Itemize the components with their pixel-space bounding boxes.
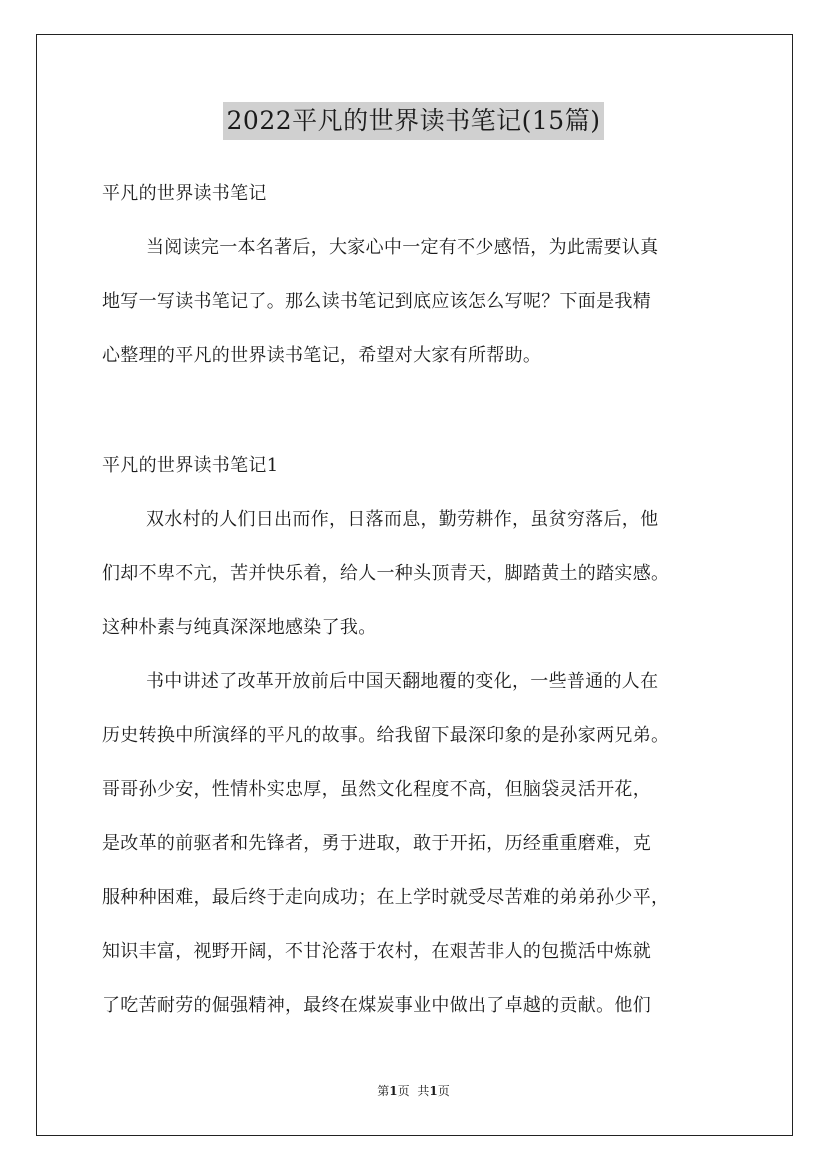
paragraph-line: 书中讲述了改革开放前后中国天翻地覆的变化，一些普通的人在 [146,671,659,692]
total-pages: 1 [429,1084,438,1098]
paragraph-line: 双水村的人们日出而作，日落而息，勤劳耕作，虽贫穷落后，他 [146,509,659,530]
paragraph-line: 哥哥孙少安，性情朴实忠厚，虽然文化程度不高，但脑袋灵活开花， [102,779,651,800]
intro-line: 当阅读完一本名著后，大家心中一定有不少感悟，为此需要认真 [146,237,659,258]
page-number: 1 [389,1084,398,1098]
paragraph-line: 是改革的前驱者和先锋者，勇于进取，敢于开拓，历经重重磨难，克 [102,833,651,854]
paragraph-line: 了吃苦耐劳的倔强精神，最终在煤炭事业中做出了卓越的贡献。他们 [102,995,651,1016]
page-suffix: 页 [397,1084,410,1098]
total-prefix: 共 [417,1084,430,1098]
title-container [0,102,827,140]
section-heading: 平凡的世界读书笔记 [102,183,267,204]
page-prefix: 第 [377,1084,390,1098]
intro-line: 心整理的平凡的世界读书笔记，希望对大家有所帮助。 [102,345,542,366]
paragraph-line: 历史转换中所演绎的平凡的故事。给我留下最深印象的是孙家两兄弟。 [102,725,670,746]
paragraph-line: 知识丰富，视野开阔，不甘沦落于农村，在艰苦非人的包揽活中炼就 [102,941,651,962]
paragraph-line: 服种种困难，最后终于走向成功；在上学时就受尽苦难的弟弟孙少平， [102,887,670,908]
page-footer [0,1083,827,1099]
paragraph-line: 这种朴素与纯真深深地感染了我。 [102,617,377,638]
paragraph-line: 们却不卑不亢，苦并快乐着，给人一种头顶青天，脚踏黄土的踏实感。 [102,563,670,584]
total-suffix: 页 [437,1084,450,1098]
document-title: 2022平凡的世界读书笔记(15篇) [223,102,605,140]
intro-line: 地写一写读书笔记了。那么读书笔记到底应该怎么写呢？下面是我精 [102,291,651,312]
essay-heading: 平凡的世界读书笔记1 [102,455,279,476]
